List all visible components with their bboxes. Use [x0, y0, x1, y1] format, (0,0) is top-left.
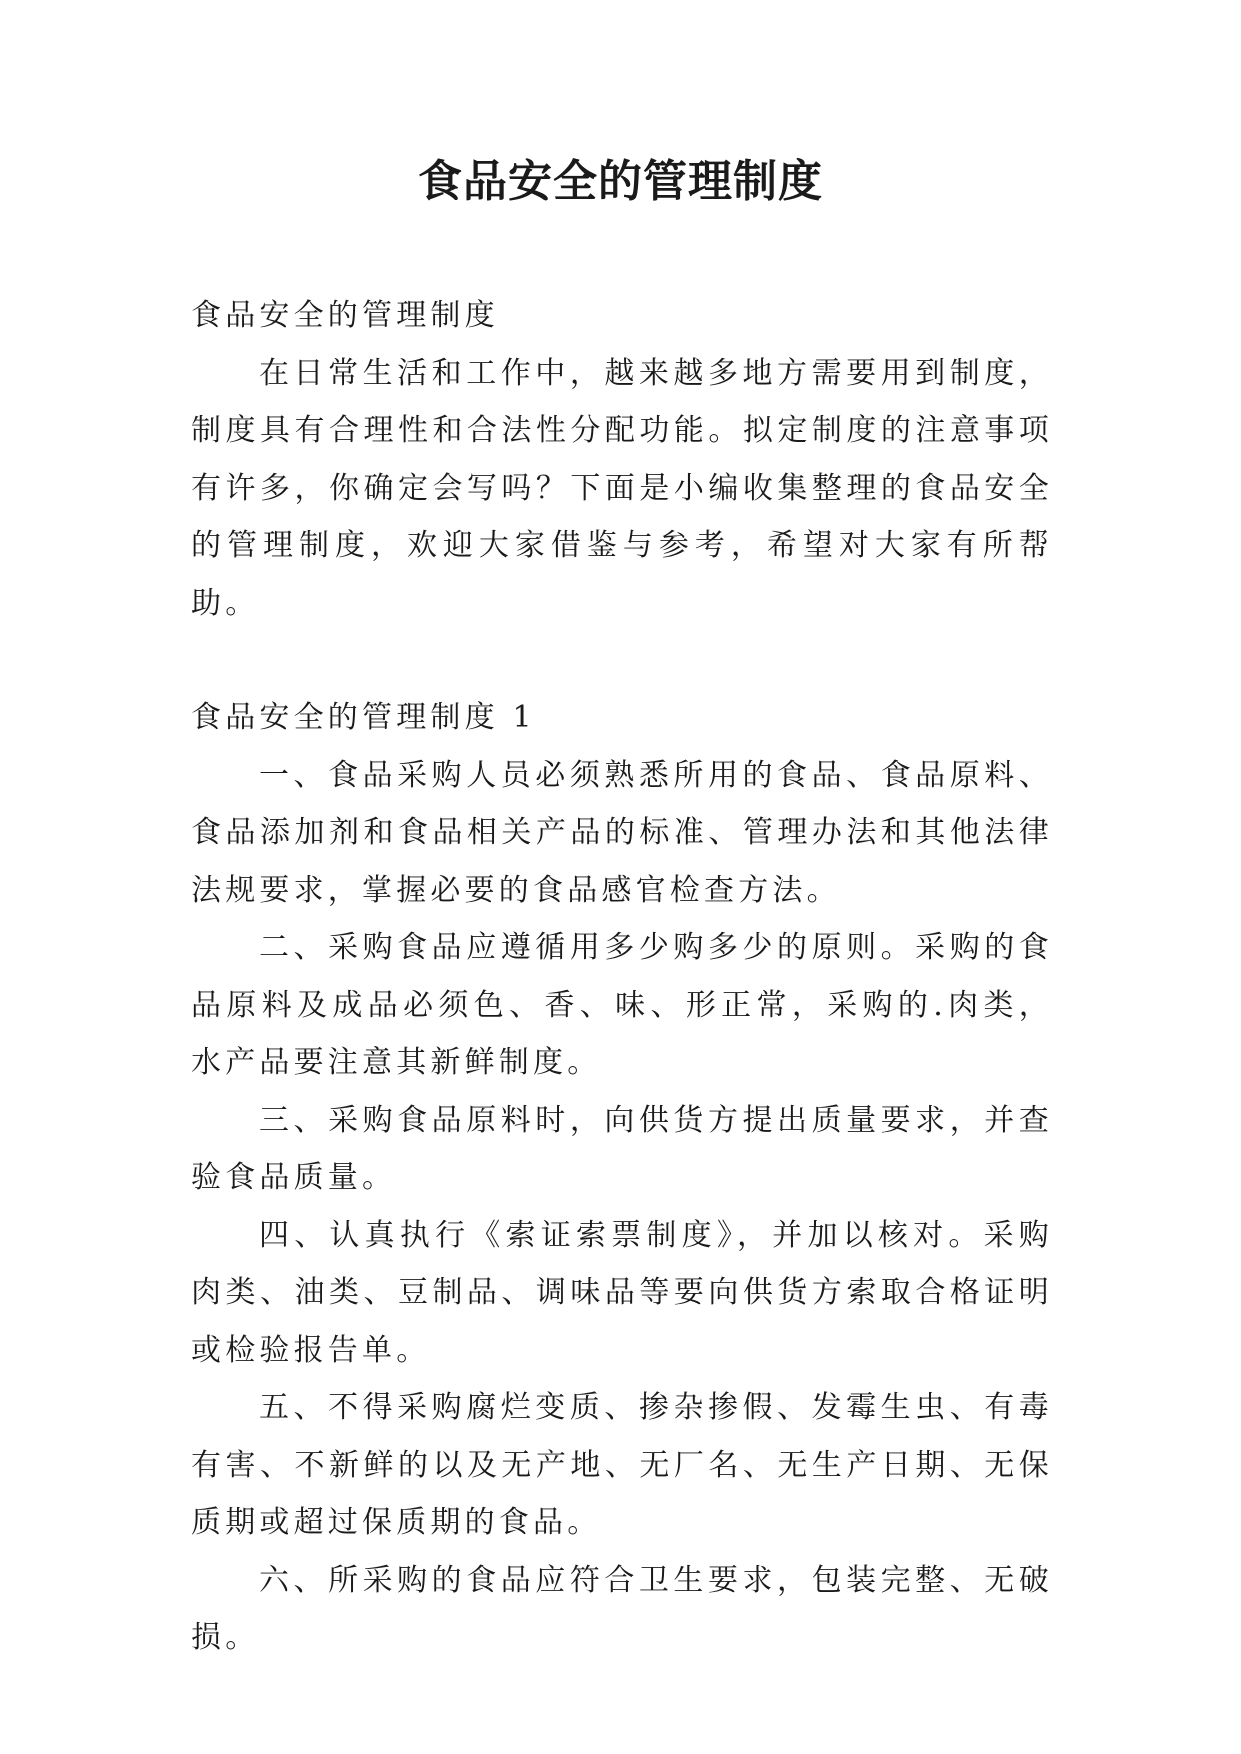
document-title: 食品安全的管理制度: [418, 156, 823, 207]
rule-item-2: 二、采购食品应遵循用多少购多少的原则。采购的食品原料及成品必须色、香、味、形正常，采购的.肉类，水产品要注意其新鲜制度。: [191, 930, 1053, 1080]
rule-item-4: 四、认真执行《索证索票制度》，并加以核对。采购肉类、油类、豆制品、调味品等要向供货方索取合格证明或检验报告单。: [191, 1217, 1053, 1368]
rule-item-1: 一、食品采购人员必须熟悉所用的食品、食品原料、食品添加剂和食品相关产品的标准、管理办法和其他法律法规要求，掌握必要的食品感官检查方法。: [191, 757, 1053, 908]
intro-paragraph: 在日常生活和工作中，越来越多地方需要用到制度，制度具有合理性和合法性分配功能。拟定制度的注意事项有许多，你确定会写吗？下面是小编收集整理的食品安全的管理制度，欢迎大家借鉴与参考，希望对大家有所帮助。: [191, 355, 1053, 621]
rule-item-5: 五、不得采购腐烂变质、掺杂掺假、发霉生虫、有毒有害、不新鲜的以及无产地、无厂名、无生产日期、无保质期或超过保质期的食品。: [191, 1390, 1053, 1540]
document-body: [191, 287, 1053, 1667]
intro-heading: 食品安全的管理制度: [191, 298, 499, 333]
section-gap: [191, 632, 1053, 689]
section-heading: 食品安全的管理制度 1: [191, 700, 536, 735]
rule-item-6: 六、所采购的食品应符合卫生要求，包装完整、无破损。: [191, 1562, 1053, 1655]
rule-item-3: 三、采购食品原料时，向供货方提出质量要求，并查验食品质量。: [191, 1102, 1053, 1195]
